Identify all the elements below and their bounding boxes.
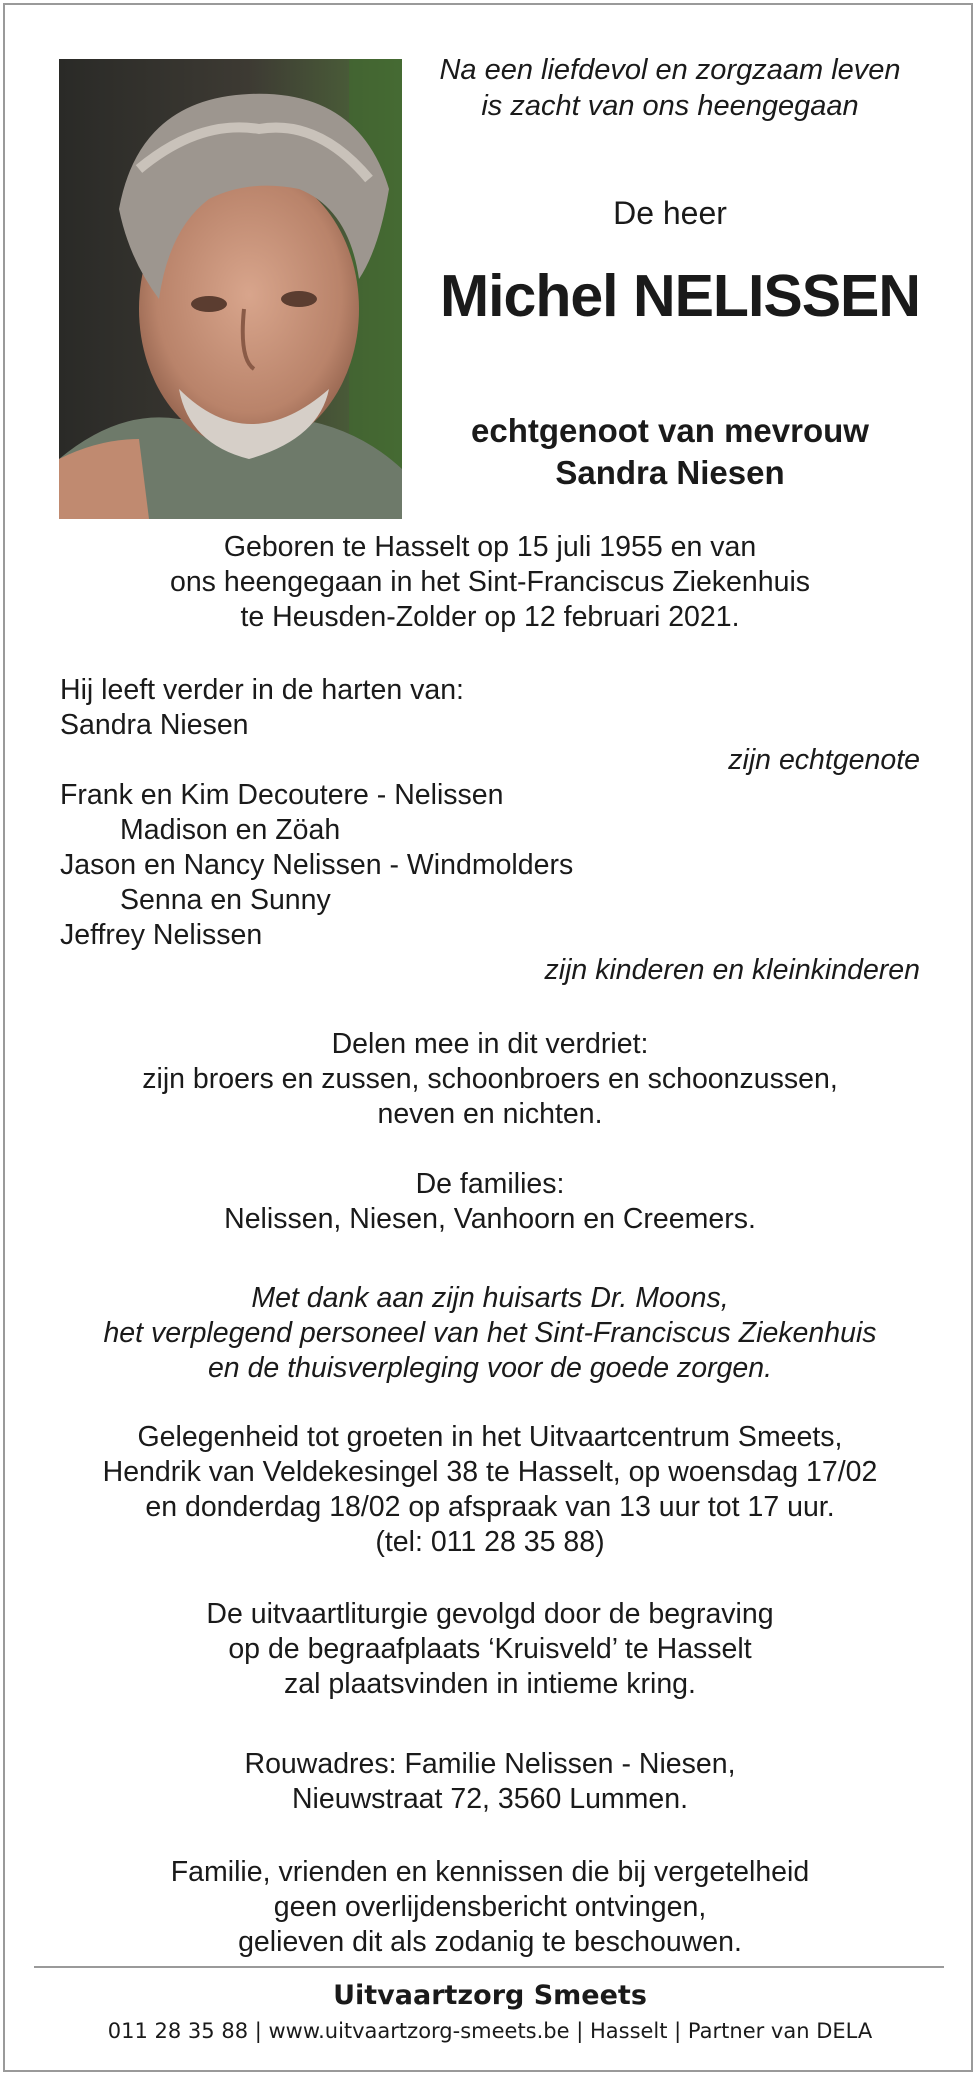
portrait-photo xyxy=(59,59,402,519)
address-text xyxy=(40,1747,940,1817)
families-line: Nelissen, Niesen, Vanhoorn en Creemers. xyxy=(224,1203,756,1235)
thanks-text xyxy=(40,1281,940,1386)
thanks-line: het verplegend personeel van het Sint-Franciscus Ziekenhuis xyxy=(103,1317,877,1349)
survivor-role: zijn echtgenote xyxy=(728,744,920,776)
families-line: De families: xyxy=(415,1168,565,1200)
sharing-line: zijn broers en zussen, schoonbroers en schoonzussen, xyxy=(142,1063,838,1095)
portrait-image xyxy=(59,59,402,519)
footer-contact: 011 28 35 88 | www.uitvaartzorg-smeets.be | Hasselt | Partner van DELA xyxy=(107,2019,873,2043)
survivor-child: Frank en Kim Decoutere - Nelissen xyxy=(60,779,504,811)
sharing-line: neven en nichten. xyxy=(377,1098,603,1130)
notice-line: Familie, vrienden en kennissen die bij vergetelheid xyxy=(170,1856,810,1888)
footer-divider xyxy=(34,1966,944,1968)
spouse-text xyxy=(420,410,920,494)
spouse-line: Sandra Niesen xyxy=(555,454,785,491)
survivor-spouse: Sandra Niesen xyxy=(60,709,249,741)
survivor-grandchildren: Madison en Zöah xyxy=(120,814,341,846)
survivor-role: zijn kinderen en kleinkinderen xyxy=(544,954,920,986)
address-line: Rouwadres: Familie Nelissen - Niesen, xyxy=(244,1748,736,1780)
survivors-heading: Hij leeft verder in de harten van: xyxy=(60,674,464,706)
address-line: Nieuwstraat 72, 3560 Lummen. xyxy=(291,1783,689,1815)
liturgy-text xyxy=(40,1597,940,1702)
survivor-child: Jason en Nancy Nelissen - Windmolders xyxy=(60,849,574,881)
footer-company: Uitvaartzorg Smeets xyxy=(333,1980,647,2011)
thanks-line: Met dank aan zijn huisarts Dr. Moons, xyxy=(251,1282,729,1314)
survivor-grandchildren: Senna en Sunny xyxy=(120,884,331,916)
intro-line: is zacht van ons heengegaan xyxy=(481,90,859,122)
survivors-list xyxy=(60,673,920,988)
thanks-line: en de thuisverpleging voor de goede zorgen. xyxy=(207,1352,773,1384)
visitation-line: Hendrik van Veldekesingel 38 te Hasselt, op woensdag 17/02 xyxy=(102,1456,878,1488)
deceased-name: Michel NELISSEN xyxy=(439,263,921,329)
sharing-text xyxy=(40,1027,940,1132)
birth-line: te Heusden-Zolder op 12 februari 2021. xyxy=(240,601,740,633)
visitation-line: (tel: 011 28 35 88) xyxy=(375,1526,605,1558)
birth-line: ons heengegaan in het Sint-Franciscus Ziekenhuis xyxy=(169,566,811,598)
sharing-line: Delen mee in dit verdriet: xyxy=(331,1028,649,1060)
liturgy-line: zal plaatsvinden in intieme kring. xyxy=(284,1668,696,1700)
visitation-line: Gelegenheid tot groeten in het Uitvaartcentrum Smeets, xyxy=(137,1421,843,1453)
spouse-line: echtgenoot van mevrouw xyxy=(471,412,869,449)
intro-text xyxy=(420,52,920,124)
honorific: De heer xyxy=(613,195,727,231)
liturgy-line: De uitvaartliturgie gevolgd door de begraving xyxy=(206,1598,774,1630)
notice-text xyxy=(40,1855,940,1960)
visitation-line: en donderdag 18/02 op afspraak van 13 uur tot 17 uur. xyxy=(145,1491,835,1523)
intro-line: Na een liefdevol en zorgzaam leven xyxy=(439,54,901,86)
liturgy-line: op de begraafplaats ‘Kruisveld’ te Hasselt xyxy=(228,1633,752,1665)
birth-line: Geboren te Hasselt op 15 juli 1955 en van xyxy=(223,531,757,563)
birth-death-text xyxy=(60,530,920,635)
notice-line: gelieven dit als zodanig te beschouwen. xyxy=(238,1926,742,1958)
survivor-child: Jeffrey Nelissen xyxy=(60,919,263,951)
notice-line: geen overlijdensbericht ontvingen, xyxy=(273,1891,707,1923)
visitation-text xyxy=(40,1420,940,1560)
families-text xyxy=(40,1167,940,1237)
